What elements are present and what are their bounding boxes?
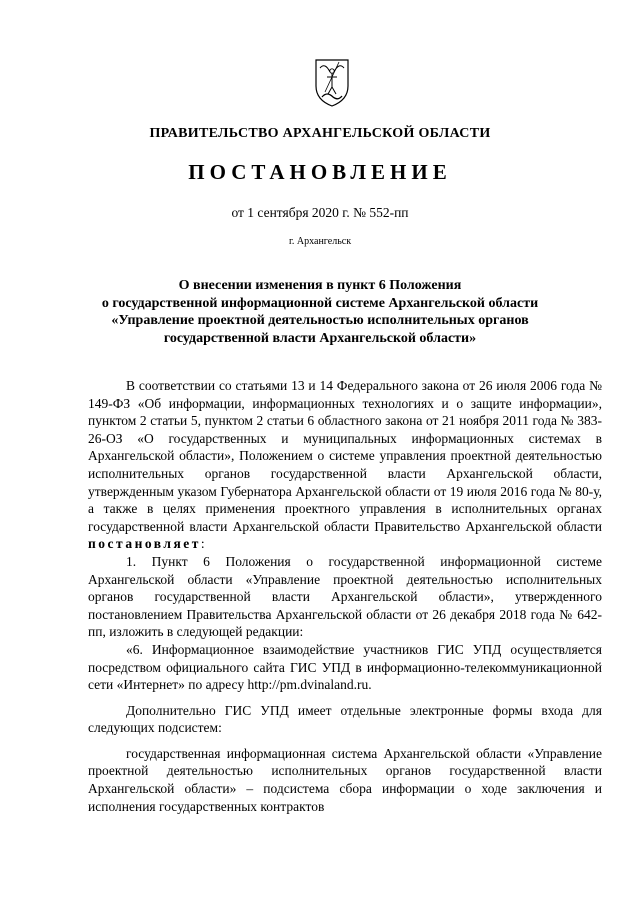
title-line: О внесении изменения в пункт 6 Положения — [178, 278, 462, 293]
paragraph-4: государственная информационная система Архангельской области «Управление проектной деятельностью исполнительных органов государственной власти Архангельской области» – подсистема сбора информации о ходе заключения и исполнения государственных контрактов — [88, 745, 602, 814]
paragraph-3: Дополнительно ГИС УПД имеет отдельные электронные формы входа для следующих подсистем: — [88, 702, 602, 736]
document-date-number: от 1 сентября 2020 г. № 552-пп — [231, 205, 409, 220]
document-type: ПОСТАНОВЛЕНИЕ — [188, 160, 452, 184]
resolves-colon: : — [200, 536, 205, 552]
organization-name: ПРАВИТЕЛЬСТВО АРХАНГЕЛЬСКОЙ ОБЛАСТИ — [149, 126, 491, 141]
title-line: о государственной информационной системе Архангельской области — [101, 295, 539, 311]
document-body — [88, 377, 602, 815]
preamble-text: В соответствии со статьями 13 и 14 Федерального закона от 26 июля 2006 года № 149-ФЗ «Об информации, информационных технологиях и о защите информации», пунктом 2 статьи 5, пунктом 2 статьи 6 областного закона от 21 ноября 2011 года № 383-26-ОЗ «О государственных и муниципальных информационных системах в Архангельской области», Положением о системе управления проектной деятельностью исполнительных органов государственной власти Архангельской области, утвержденным указом Губернатора Архангельской области от 19 июля 2016 года № 80-у, а также в целях применения проектного управления в исполнительных органах государственной власти Архангельской области Правительство Архангельской области — [88, 378, 602, 534]
paragraph-2: «6. Информационное взаимодействие участников ГИС УПД осуществляется посредством официального сайта ГИС УПД в информационно-телекоммуникационной сети «Интернет» по адресу http://pm.dvinaland.ru. — [88, 641, 602, 693]
document-title — [60, 277, 580, 347]
paragraph-1: 1. Пункт 6 Положения о государственной информационной системе Архангельской области «Управление проектной деятельностью исполнительных органов государственной власти Архангельской области», утвержденного постановлением Правительства Архангельской области от 26 декабря 2018 года № 642-пп, изложить в следующей редакции: — [88, 553, 602, 640]
document-city: г. Архангельск — [288, 236, 352, 247]
title-line: «Управление проектной деятельностью исполнительных органов — [111, 313, 529, 328]
archangel-coat-of-arms-icon — [312, 56, 352, 108]
preamble-paragraph — [88, 377, 602, 553]
resolves-word: постановляет — [88, 536, 201, 552]
title-line: государственной власти Архангельской области» — [163, 330, 477, 346]
